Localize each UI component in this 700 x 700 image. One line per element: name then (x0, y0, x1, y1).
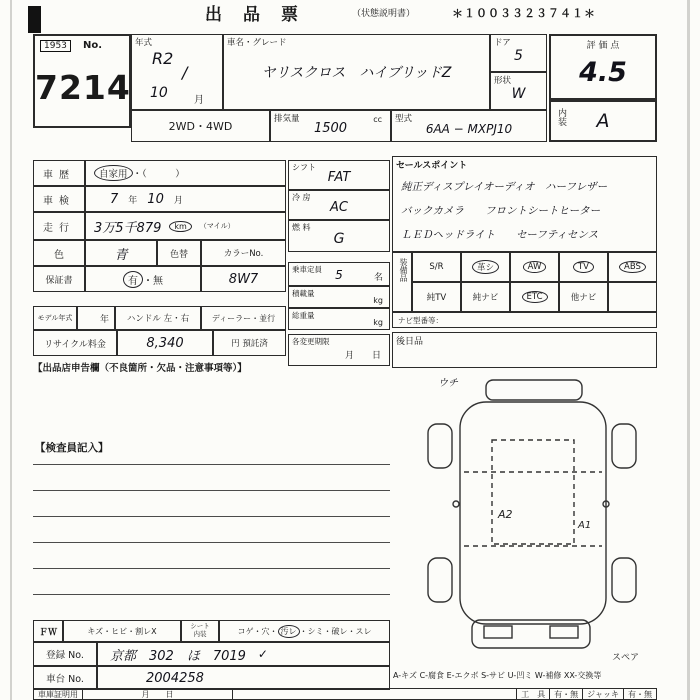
equipment-label: 装備品 (399, 258, 408, 282)
history-value-cell (85, 160, 286, 186)
aircon-value: AC (330, 200, 348, 215)
fuel-cell (288, 220, 390, 252)
displacement-label: 排気量 (274, 114, 300, 124)
drive-type-cell (131, 110, 270, 142)
registration-value-cell (97, 642, 390, 666)
car-wheel-rear-right (612, 424, 636, 468)
recycle-label-cell (33, 330, 117, 356)
dealer-cell (201, 306, 286, 330)
tools-label-cell (517, 689, 550, 699)
seat-option-stain: 汚レ (278, 625, 300, 638)
seat-label-line1: シート (190, 622, 210, 631)
later-items-label: 後日品 (396, 337, 424, 347)
car-body-outline (460, 402, 606, 624)
grade-score-value: 4.5 (579, 56, 627, 88)
damage-mark-a1: A1 (578, 520, 592, 531)
tools-options-cell (550, 689, 583, 699)
aircon-cell (288, 190, 390, 220)
warranty-yes-option: 有 (123, 271, 143, 288)
payload-cell (288, 286, 390, 308)
warranty-label: 保証書 (45, 275, 73, 286)
jack-options-cell (624, 689, 656, 699)
warranty-label-cell (33, 266, 85, 292)
sales-point-line1: 純正ディスプレイオーディオ ハーフレザー (401, 181, 608, 193)
sales-point-label: セールスポイント (396, 161, 468, 171)
entry-year-box: 1953 (40, 40, 71, 52)
equipment-item-label: ABS (619, 261, 646, 273)
inspector-writing-line (33, 568, 390, 569)
equipment-item-aw (510, 252, 559, 282)
change-deadline-cell (288, 334, 390, 366)
damage-code-legend: A-キズ C-腐食 E-エクボ S-サビ U-凹ミ W-補修 XX-交換等 (393, 671, 602, 680)
equipment-item-label: AW (523, 261, 547, 273)
inspection-label-cell (33, 186, 85, 212)
vin-label-cell (33, 666, 97, 690)
car-wheel-rear-left (428, 424, 452, 468)
registration-label-cell (33, 642, 97, 666)
sales-point-line2: バックカメラ フロントシートヒーター (401, 205, 601, 217)
serial-number: ＊１００３３２３７４１＊ (452, 7, 596, 20)
sales-point-box (392, 156, 657, 252)
model-year-label: 年式 (135, 38, 153, 48)
capacity-label: 乗車定員 (292, 265, 322, 274)
model-year-value: R2 (152, 49, 174, 68)
later-items-box (392, 332, 657, 368)
inspector-writing-line (33, 464, 390, 465)
chassis-model-value: 6AA − MXPJ10 (425, 122, 513, 136)
vin-value: 2004258 (146, 670, 204, 686)
equipment-item-abs (608, 252, 657, 282)
inspection-year: 7 (110, 191, 119, 207)
color-no-label: カラーNo. (223, 249, 264, 259)
equipment-item-label: 純ナビ (472, 293, 499, 303)
equipment-item-oemnavi (461, 282, 510, 312)
fw-options: キズ・ヒビ・割レX (87, 626, 157, 636)
inspector-writing-line (33, 516, 390, 517)
handle-options: ハンドル 左・右 (126, 314, 190, 324)
equipment-item-tv (559, 252, 608, 282)
interior-grade-cell (549, 100, 657, 142)
model-year-unit-cell (77, 306, 115, 330)
door-value: 5 (514, 48, 523, 64)
color-label: 色 (54, 249, 64, 261)
shift-value: FAT (327, 170, 351, 185)
interior-grade-value: A (596, 110, 610, 132)
car-roof-panel (492, 440, 574, 544)
model-year-row-label: モデル年式 (37, 313, 73, 322)
inspection-year-unit: 年 (128, 195, 138, 206)
history-rest: ・（ ） (132, 169, 185, 180)
recycle-label: リサイクル料金 (44, 339, 106, 350)
car-mirror-left (453, 501, 459, 507)
car-name-cell (223, 34, 490, 110)
cc-unit: cc (373, 115, 382, 124)
recycle-value-cell (117, 330, 213, 356)
body-shape-value: W (511, 86, 526, 102)
history-private-option: 自家用 (94, 165, 133, 181)
fw-options-cell (63, 620, 181, 642)
change-deadline-label: 各変更期限 (292, 337, 330, 346)
inspection-month-unit: 月 (173, 195, 183, 206)
equipment-item-othernavi (559, 282, 608, 312)
model-year-label-cell (33, 306, 77, 330)
seat-options-cell (219, 620, 390, 642)
displacement-value: 1500 (313, 120, 348, 136)
shift-cell (288, 160, 390, 190)
registration-checkmark: ✓ (257, 647, 268, 661)
change-deadline-units: 月 日 (344, 351, 381, 361)
color-no-value: 8W7 (228, 271, 259, 287)
payload-label: 積載量 (292, 289, 315, 298)
seat-options-pre: コゲ・穴・ (237, 626, 278, 636)
door-cell (490, 34, 547, 72)
car-name-label: 車名・グレード (227, 38, 287, 48)
history-label: 車歴 (43, 169, 75, 181)
registration-value: 京都 302 ほ 7019 (110, 648, 246, 664)
warranty-value-cell (85, 266, 201, 292)
mileage-label: 走行 (43, 222, 75, 234)
grade-score-label: 評 価 点 (586, 41, 620, 51)
tools-options: 有・無 (554, 689, 579, 699)
equipment-item-label: 純TV (426, 293, 447, 303)
mileage-label-cell (33, 212, 85, 240)
door-label: ドア (494, 38, 511, 48)
inspection-value-cell (85, 186, 286, 212)
aircon-label: 冷 房 (292, 193, 311, 202)
vin-label: 車台 No. (46, 674, 84, 685)
color-value: 青 (114, 247, 128, 263)
garage-cert-date-units: 月 日 (141, 689, 174, 699)
recycle-value: 8,340 (146, 335, 184, 351)
dealer-options: ディーラー・並行 (211, 313, 276, 323)
body-shape-label: 形状 (494, 76, 512, 86)
grade-score-cell (549, 34, 657, 100)
color-change-label: 色替 (169, 249, 188, 260)
mile-unit: （マイル） (199, 222, 235, 230)
color-no-label-cell (201, 240, 286, 266)
scan-edge-left (10, 0, 12, 700)
equipment-item-label: 他ナビ (570, 293, 597, 303)
equipment-item-oemtv (412, 282, 461, 312)
recycle-unit: 円 預託済 (231, 339, 268, 349)
bottom-strip (33, 688, 657, 700)
car-diagram (408, 376, 656, 658)
entry-no-label: No. (83, 40, 103, 51)
navi-model-label: ナビ型番等： (398, 315, 443, 325)
displacement-cell (270, 110, 391, 142)
seller-declaration-label: 【出品店申告欄（不良箇所・欠品・注意事項等）】 (33, 363, 247, 374)
chassis-model-label: 型式 (395, 114, 413, 124)
equipment-item-label: 革シ (472, 260, 499, 274)
gross-weight-cell (288, 308, 390, 330)
navi-model-cell (392, 312, 657, 328)
equipment-label-cell (392, 252, 412, 312)
equipment-item-sr (412, 252, 461, 282)
seat-label-cell (181, 620, 219, 642)
sheet-title: 出 品 票 (205, 5, 300, 25)
car-headlight-right (550, 626, 578, 638)
jack-label-cell (583, 689, 624, 699)
diagram-note-uchi: ウチ (438, 378, 458, 389)
gross-weight-label: 総重量 (292, 311, 315, 320)
handle-cell (115, 306, 201, 330)
month-unit: 月 (194, 95, 204, 106)
equipment-item-etc (510, 282, 559, 312)
fuel-label: 燃 料 (292, 223, 311, 232)
jack-options: 有・無 (628, 689, 652, 699)
car-wheel-front-right (612, 558, 636, 602)
capacity-unit: 名 (373, 273, 383, 283)
equipment-item-leather (461, 252, 510, 282)
slash-mark: / (182, 63, 188, 82)
mileage-value: 3万5千879 (94, 220, 162, 236)
registration-label: 登録 No. (46, 650, 84, 661)
car-headlight-left (484, 626, 512, 638)
model-month-value: 10 (150, 85, 168, 101)
recycle-unit-cell (213, 330, 286, 356)
color-change-cell (157, 240, 201, 266)
payload-unit: kg (373, 296, 383, 305)
sales-point-line3: ＬＥＤヘッドライト セーフティセンス (401, 229, 599, 241)
inspector-section-label: 【検査員記入】 (35, 442, 109, 454)
jack-label: ジャッキ (587, 689, 619, 699)
capacity-cell (288, 262, 390, 286)
sheet-subtitle: （状態説明書） (352, 9, 416, 19)
scan-corner-mark (28, 6, 41, 33)
capacity-value: 5 (335, 268, 343, 282)
entry-number: 7214 (35, 68, 131, 107)
inspection-label: 車検 (43, 195, 75, 207)
entry-no-box (33, 34, 131, 128)
garage-cert-label: 車庫証明用 (38, 689, 78, 699)
chassis-model-cell (391, 110, 547, 142)
interior-grade-label: 内装 (556, 108, 566, 126)
fuel-value: G (333, 230, 345, 247)
spare-tire-label: スペア (612, 653, 640, 663)
vin-value-cell (97, 666, 390, 690)
color-value-cell (85, 240, 157, 266)
fw-label-cell (33, 620, 63, 642)
inspector-writing-line (33, 594, 390, 595)
fw-label: ＦＷ (38, 627, 57, 638)
garage-cert-label-cell (34, 689, 83, 699)
inspector-writing-line (33, 542, 390, 543)
seat-label-line2: 内装 (193, 630, 207, 638)
equipment-item-label: TV (573, 261, 594, 273)
equipment-item-label: S/R (429, 262, 444, 272)
damage-mark-a2: A2 (498, 508, 513, 521)
seat-options-post: ・シミ・破レ・スレ (299, 626, 372, 636)
warranty-no-option: ・無 (143, 275, 163, 287)
drive-type-options: 2WD・4WD (168, 120, 233, 133)
color-label-cell (33, 240, 85, 266)
model-year-unit: 年 (99, 314, 109, 325)
shift-label: シフト (292, 163, 316, 172)
equipment-item-empty (608, 282, 657, 312)
inspection-month: 10 (147, 191, 164, 207)
car-wheel-front-left (428, 558, 452, 602)
history-label-cell (33, 160, 85, 186)
bottom-strip-spacer (233, 689, 517, 699)
color-no-value-cell (201, 266, 286, 292)
tools-label: 工 具 (521, 689, 546, 699)
gross-weight-unit: kg (373, 318, 383, 327)
equipment-item-label: ETC (522, 291, 548, 303)
car-name-value: ヤリスクロス ハイブリッドZ (261, 65, 452, 81)
model-year-cell (131, 34, 223, 110)
km-unit: km (169, 221, 191, 232)
mileage-value-cell (85, 212, 286, 240)
inspector-writing-line (33, 490, 390, 491)
body-shape-cell (490, 72, 547, 110)
garage-cert-date-cell (83, 689, 233, 699)
scan-edge-right (687, 0, 690, 700)
car-rear-bumper (486, 380, 582, 400)
